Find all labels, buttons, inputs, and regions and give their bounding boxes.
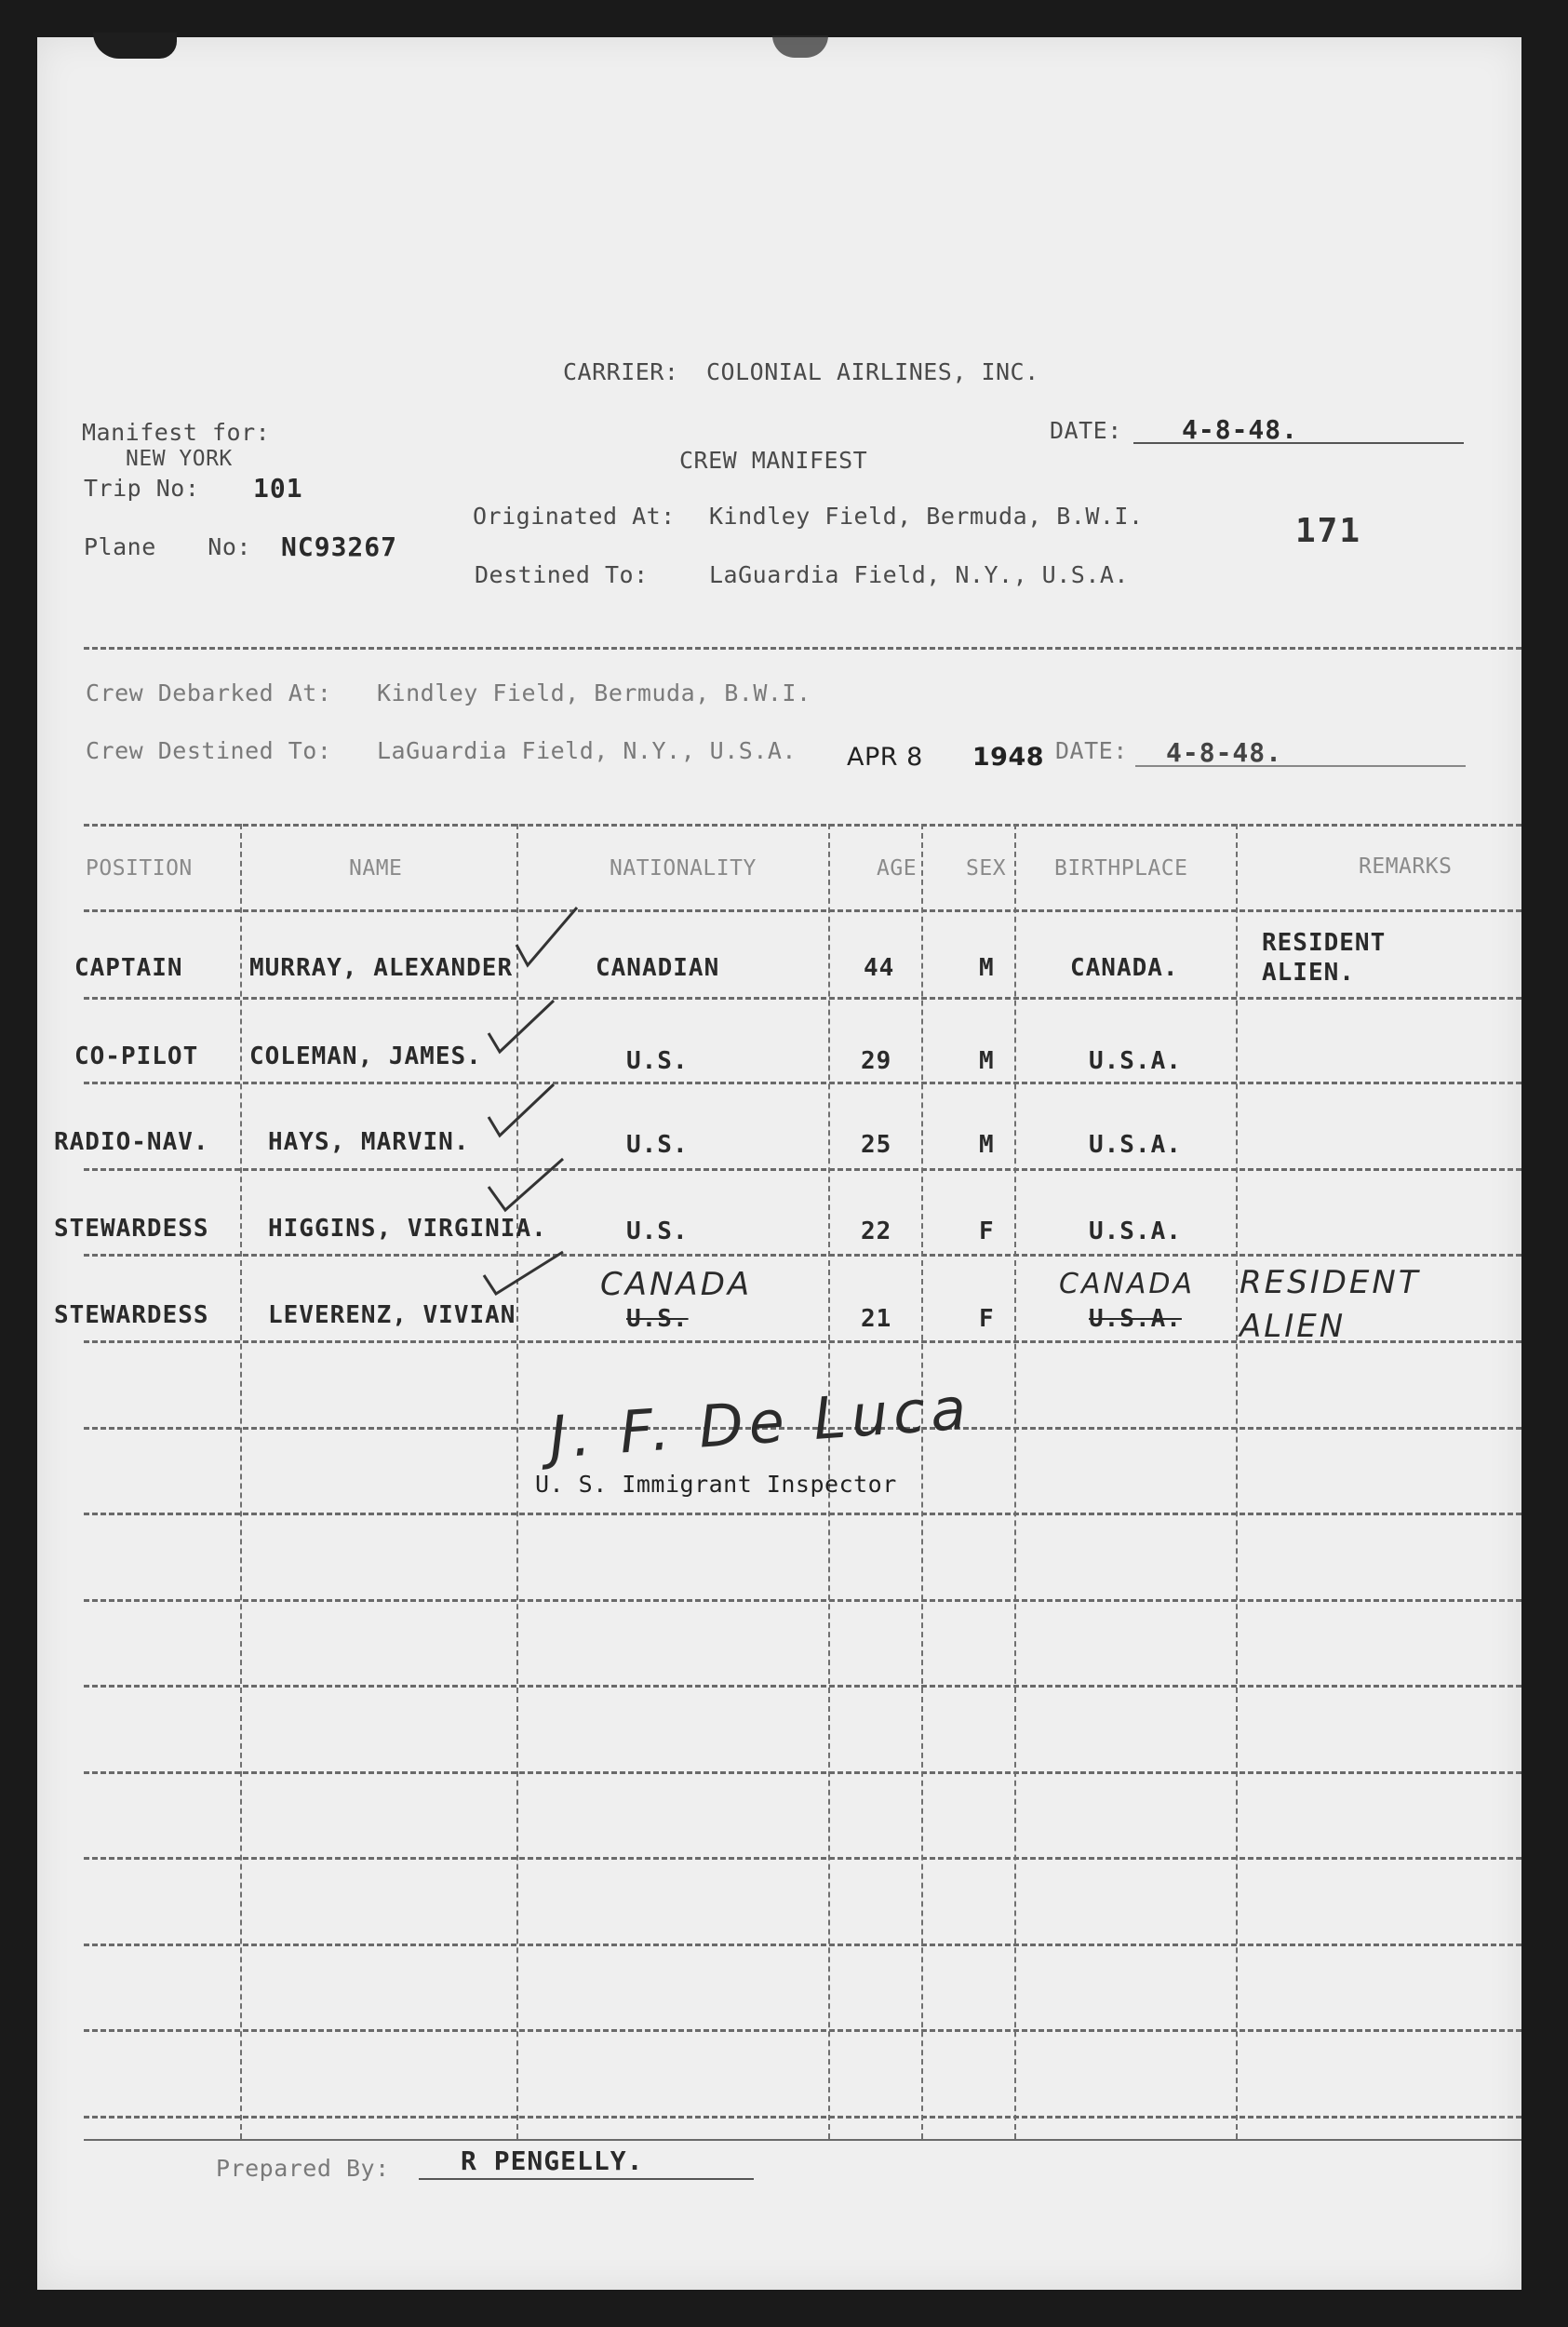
trip-label: Trip No: <box>84 475 200 502</box>
manifest-sheet <box>37 37 1521 2290</box>
row-age: 22 <box>861 1217 892 1245</box>
manifest-for-label: Manifest for: <box>82 419 271 446</box>
row-birthplace: U.S.A. <box>1089 1047 1182 1075</box>
crew-debarked-value: Kindley Field, Bermuda, B.W.I. <box>377 679 811 706</box>
row-position: RADIO-NAV. <box>54 1128 209 1156</box>
inspector-title: U. S. Immigrant Inspector <box>535 1471 897 1498</box>
destined-label: Destined To: <box>475 561 649 588</box>
originated-label: Originated At: <box>473 503 676 530</box>
originated-value: Kindley Field, Bermuda, B.W.I. <box>709 503 1144 530</box>
trip-number: 101 <box>253 473 303 504</box>
table-rule <box>84 1857 1521 1860</box>
column-header-age: AGE <box>877 856 918 881</box>
column-divider <box>1236 824 1238 2139</box>
row-name: COLEMAN, JAMES. <box>249 1042 482 1070</box>
page-title: CREW MANIFEST <box>679 447 868 474</box>
date-bottom-label: DATE: <box>1055 737 1128 764</box>
date-top-underline <box>1133 442 1464 444</box>
check-mark <box>489 1001 554 1052</box>
date-top-value: 4-8-48. <box>1182 414 1299 445</box>
column-divider <box>240 824 242 2139</box>
row-nationality: CANADIAN <box>596 954 720 982</box>
crew-destined-label: Crew Destined To: <box>86 737 332 764</box>
date-bottom-value: 4-8-48. <box>1166 737 1283 768</box>
prepared-by-value: R PENGELLY. <box>461 2145 644 2176</box>
handwritten-remarks-line1: RESIDENT <box>1240 1264 1421 1301</box>
row-position: CAPTAIN <box>74 954 183 982</box>
table-rule <box>84 997 1521 1000</box>
stamp-month-day: APR 8 <box>847 743 923 772</box>
crew-debarked-label: Crew Debarked At: <box>86 679 332 706</box>
table-rule <box>84 824 1521 827</box>
row-birthplace: U.S.A. <box>1089 1217 1182 1245</box>
row-age: 25 <box>861 1131 892 1159</box>
row-sex: M <box>979 954 995 982</box>
column-header-birthplace: BIRTHPLACE <box>1054 856 1188 881</box>
row-position: STEWARDESS <box>54 1215 209 1243</box>
prepared-by-label: Prepared By: <box>216 2155 390 2182</box>
row-sex: M <box>979 1047 995 1075</box>
stamp-year: 1948 <box>972 743 1045 772</box>
plane-label: Plane No: <box>84 533 251 560</box>
row-remarks-line1: RESIDENT <box>1262 929 1387 957</box>
column-header-nationality: NATIONALITY <box>610 856 757 881</box>
table-rule <box>84 1513 1521 1515</box>
row-remarks-line2: ALIEN. <box>1262 959 1355 987</box>
handwritten-nationality: CANADA <box>600 1266 753 1303</box>
row-birthplace-struck: U.S.A. <box>1089 1305 1182 1333</box>
destined-value: LaGuardia Field, N.Y., U.S.A. <box>709 561 1129 588</box>
row-nationality: U.S. <box>626 1217 689 1245</box>
table-rule <box>84 1082 1521 1084</box>
row-name: MURRAY, ALEXANDER <box>249 954 514 982</box>
row-age: 21 <box>861 1305 892 1333</box>
handwritten-remarks-line2: ALIEN <box>1240 1308 1347 1345</box>
row-name: HAYS, MARVIN. <box>268 1128 470 1156</box>
table-rule <box>84 1254 1521 1257</box>
inspector-signature: J. F. De Luca <box>547 1374 974 1472</box>
row-nationality: U.S. <box>626 1131 689 1159</box>
column-header-name: NAME <box>349 856 403 881</box>
column-divider <box>1014 824 1016 2139</box>
ink-smudge <box>772 35 828 58</box>
divider-line <box>84 647 1521 650</box>
check-mark <box>489 1084 554 1136</box>
row-sex: F <box>979 1305 995 1333</box>
column-header-remarks: REMARKS <box>1359 854 1453 879</box>
check-mark <box>516 908 577 965</box>
ink-smudge <box>93 33 177 59</box>
received-stamp <box>847 743 1044 772</box>
check-marks <box>461 880 591 1401</box>
row-nationality: U.S. <box>626 1047 689 1075</box>
table-rule <box>84 1944 1521 1946</box>
table-rule <box>84 1599 1521 1602</box>
table-rule <box>84 1685 1521 1688</box>
column-header-position: POSITION <box>86 856 193 881</box>
prepared-by-underline <box>419 2178 754 2180</box>
carrier-line <box>563 358 1039 385</box>
row-birthplace: U.S.A. <box>1089 1131 1182 1159</box>
table-rule <box>84 2029 1521 2032</box>
row-age: 29 <box>861 1047 892 1075</box>
table-rule <box>84 1771 1521 1774</box>
row-name: LEVERENZ, VIVIAN <box>268 1301 516 1329</box>
manifest-for-value: NEW YORK <box>126 447 233 471</box>
row-sex: F <box>979 1217 995 1245</box>
row-birthplace: CANADA. <box>1070 954 1179 982</box>
table-rule <box>84 1168 1521 1171</box>
page-number: 171 <box>1295 512 1362 550</box>
row-nationality-struck: U.S. <box>626 1305 689 1333</box>
row-position: STEWARDESS <box>54 1301 209 1329</box>
check-mark <box>484 1252 563 1294</box>
table-rule <box>84 2116 1521 2119</box>
column-divider <box>921 824 923 2139</box>
date-top-label: DATE: <box>1050 417 1122 444</box>
carrier-name: COLONIAL AIRLINES, INC. <box>705 358 1039 385</box>
date-bottom-underline <box>1135 765 1466 767</box>
check-mark <box>489 1159 563 1210</box>
plane-number: NC93267 <box>281 531 398 562</box>
column-header-sex: SEX <box>966 856 1007 881</box>
row-position: CO-PILOT <box>74 1042 199 1070</box>
row-sex: M <box>979 1131 995 1159</box>
table-rule <box>84 909 1521 912</box>
row-age: 44 <box>864 954 895 982</box>
crew-destined-value: LaGuardia Field, N.Y., U.S.A. <box>377 737 797 764</box>
carrier-label: CARRIER: <box>563 358 679 385</box>
table-rule <box>84 2139 1521 2141</box>
handwritten-birthplace: CANADA <box>1059 1268 1196 1300</box>
row-name: HIGGINS, VIRGINIA. <box>268 1215 547 1243</box>
